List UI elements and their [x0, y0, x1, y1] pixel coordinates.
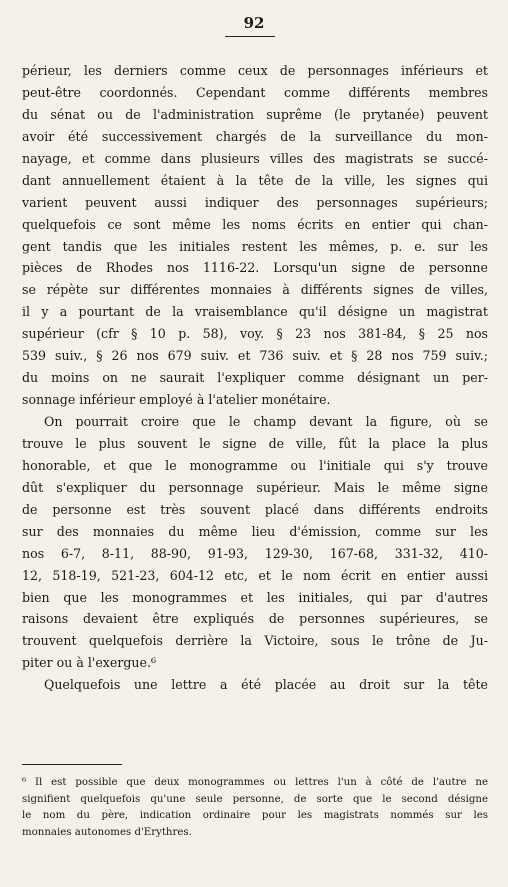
body-line: dût s'expliquer du personnage supérieur. Mais le même signe	[22, 479, 488, 495]
body-line: 539 suiv., § 26 nos 679 suiv. et 736 suiv. et § 28 nos 759 suiv.;	[22, 348, 488, 364]
body-line: bien que les monogrammes et les initiales, qui par d'autres	[22, 589, 488, 605]
body-line: piter ou à l'exergue.⁶	[22, 655, 157, 671]
body-line: du sénat ou de l'administration suprême (le prytanée) peuvent	[22, 106, 488, 122]
body-line: nos 6-7, 8-11, 88-90, 91-93, 129-30, 167-68, 331-32, 410-	[22, 545, 488, 561]
body-line: 12, 518-19, 521-23, 604-12 etc, et le nom écrit en entier aussi	[22, 567, 488, 583]
body-line: On pourrait croire que le champ devant la figure, où se	[44, 414, 488, 429]
body-line: nayage, et comme dans plusieurs villes des magistrats se succé-	[22, 150, 488, 166]
footnote-line: signifient quelquefois qu'une seule personne, de sorte que le second désigne	[22, 793, 488, 805]
page-number-rule	[225, 36, 275, 37]
body-line: quelquefois ce sont même les noms écrits en entier qui chan-	[22, 216, 488, 232]
body-line: avoir été successivement chargés de la surveillance du mon-	[22, 128, 488, 144]
body-line: honorable, et que le monogramme ou l'initiale qui s'y trouve	[22, 457, 488, 473]
body-line: périeur, les derniers comme ceux de personnages inférieurs et	[22, 63, 488, 78]
body-line: pièces de Rhodes nos 1116-22. Lorsqu'un signe de personne	[22, 260, 488, 276]
body-line: raisons devaient être expliqués de personnes supérieures, se	[22, 611, 488, 627]
body-line: supérieur (cfr § 10 p. 58), voy. § 23 nos 381-84, § 25 nos	[22, 326, 488, 342]
body-text	[22, 60, 488, 696]
body-line: peut-être coordonnés. Cependant comme différents membres	[22, 84, 488, 100]
body-line: varient peuvent aussi indiquer des personnages supérieurs;	[22, 194, 488, 210]
page-number: 92	[243, 14, 265, 32]
body-line: Quelquefois une lettre a été placée au droit sur la tête	[44, 677, 488, 693]
body-line: dant annuellement étaient à la tête de la ville, les signes qui	[22, 172, 488, 188]
footnote	[22, 775, 488, 841]
body-line: se répète sur différentes monnaies à différents signes de villes,	[22, 282, 488, 298]
body-line: de personne est très souvent placé dans différents endroits	[22, 501, 488, 517]
body-line: il y a pourtant de la vraisemblance qu'il désigne un magistrat	[22, 304, 488, 320]
footnote-line: le nom du père, indication ordinaire pour les magistrats nommés sur les	[22, 810, 488, 821]
body-line: sonnage inférieur employé à l'atelier monétaire.	[22, 392, 331, 408]
footnote-line: monnaies autonomes d'Erythres.	[22, 826, 192, 838]
footnote-rule	[22, 764, 122, 765]
footnote-line: ⁶ Il est possible que deux monogrammes ou lettres l'un à côté de l'autre ne	[22, 777, 488, 788]
body-line: du moins on ne saurait l'expliquer comme désignant un per-	[22, 370, 488, 386]
body-line: sur des monnaies du même lieu d'émission, comme sur les	[22, 523, 488, 539]
body-line: trouve le plus souvent le signe de ville, fût la place la plus	[22, 435, 488, 451]
body-line: gent tandis que les initiales restent les mêmes, p. e. sur les	[22, 238, 488, 254]
body-line: trouvent quelquefois derrière la Victoire, sous le trône de Ju-	[22, 633, 488, 649]
